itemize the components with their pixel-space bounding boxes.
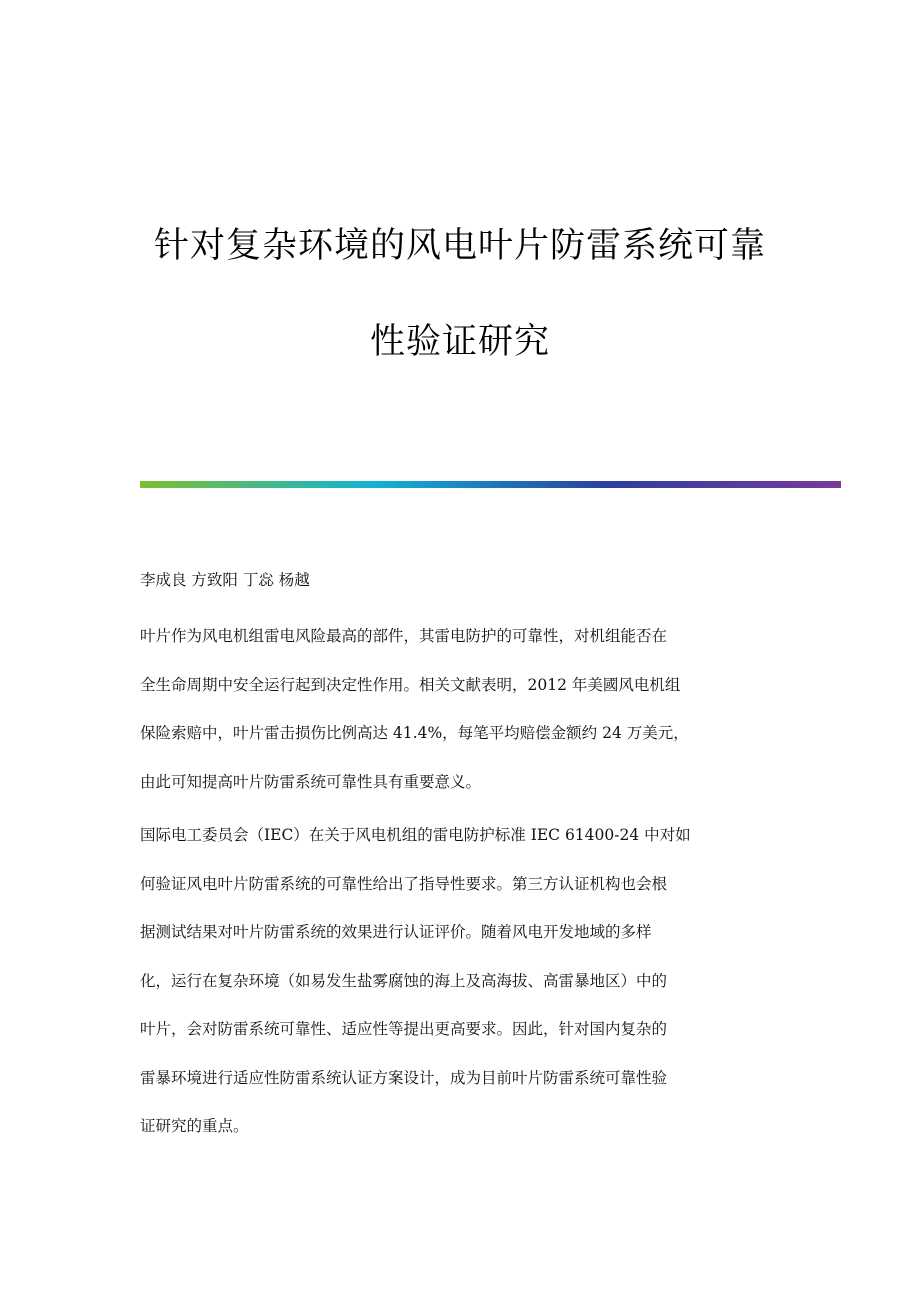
paragraph-line: 证研究的重点。: [140, 1117, 249, 1135]
paragraph-line: 雷暴环境进行适应性防雷系统认证方案设计，成为目前叶片防雷系统可靠性验: [140, 1068, 668, 1087]
authors: 李成良 方致阳 丁惢 杨越: [140, 571, 310, 589]
title-gradient-rule: [140, 481, 841, 488]
paragraph-line: 保险索赔中，叶片雷击损伤比例高达 41.4%，每笔平均赔偿金额约 24 万美元，: [140, 724, 689, 742]
paragraph-line: 何验证风电叶片防雷系统的可靠性给出了指导性要求。第三方认证机构也会根: [140, 874, 668, 893]
paragraph-1: [140, 624, 780, 818]
paragraph-line: 据测试结果对叶片防雷系统的效果进行认证评价。随着风电开发地域的多样: [140, 923, 652, 941]
document-title-line-1: 针对复杂环境的风电叶片防雷系统可靠: [153, 226, 766, 266]
paragraph-2: [140, 823, 780, 1163]
paragraph-line: 化，运行在复杂环境（如易发生盐雾腐蚀的海上及高海拔、高雷暴地区）中的: [140, 971, 668, 990]
paragraph-line: 叶片，会对防雷系统可靠性、适应性等提出更高要求。因此，针对国内复杂的: [140, 1020, 668, 1038]
paragraph-line: 国际电工委员会（IEC）在关于风电机组的雷电防护标准 IEC 61400-24 中对如: [140, 826, 691, 844]
document-title-line-2: 性验证研究: [369, 322, 550, 362]
paragraph-line: 全生命周期中安全运行起到决定性作用。相关文献表明，2012 年美國风电机组: [140, 675, 681, 694]
paragraph-line: 叶片作为风电机组雷电风险最高的部件，其雷电防护的可靠性，对机组能否在: [140, 627, 668, 645]
paragraph-line: 由此可知提高叶片防雷系统可靠性具有重要意义。: [140, 772, 482, 791]
